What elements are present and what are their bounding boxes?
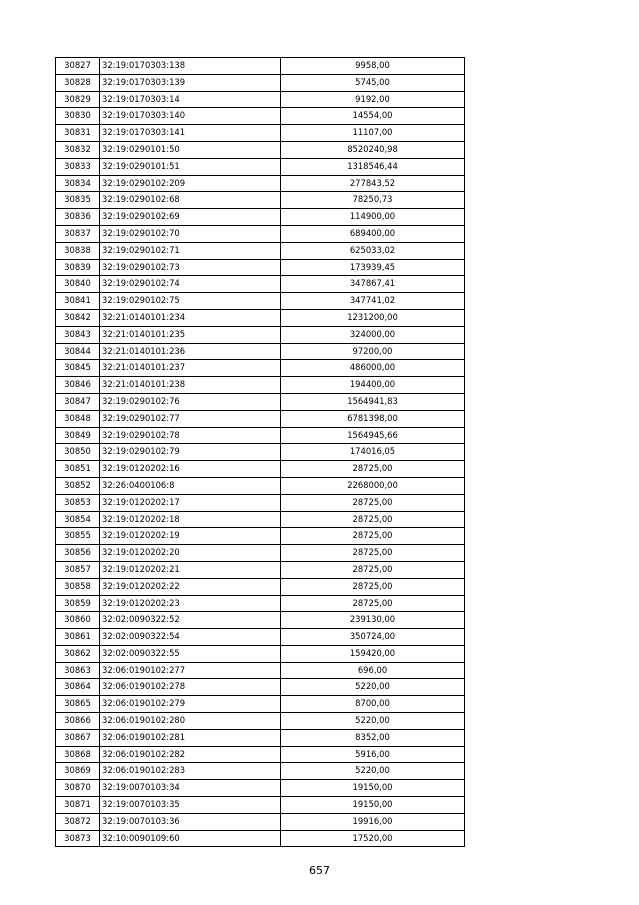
row-number-cell: 30866 bbox=[56, 713, 100, 730]
table-row bbox=[56, 545, 465, 562]
table-row bbox=[56, 729, 465, 746]
table-row bbox=[56, 141, 465, 158]
cadastral-number-cell: 32:21:0140101:237 bbox=[100, 360, 281, 377]
value-cell: 114900,00 bbox=[281, 209, 465, 226]
table-row bbox=[56, 427, 465, 444]
table-row bbox=[56, 444, 465, 461]
row-number-cell: 30865 bbox=[56, 696, 100, 713]
value-cell: 159420,00 bbox=[281, 645, 465, 662]
table-row bbox=[56, 309, 465, 326]
table-row bbox=[56, 797, 465, 814]
row-number-cell: 30835 bbox=[56, 192, 100, 209]
value-cell: 8520240,98 bbox=[281, 141, 465, 158]
cadastral-number-cell: 32:06:0190102:278 bbox=[100, 679, 281, 696]
row-number-cell: 30860 bbox=[56, 612, 100, 629]
cadastral-number-cell: 32:19:0120202:16 bbox=[100, 461, 281, 478]
cadastral-number-cell: 32:19:0120202:21 bbox=[100, 561, 281, 578]
cadastral-number-cell: 32:26:0400106:8 bbox=[100, 477, 281, 494]
value-cell: 28725,00 bbox=[281, 561, 465, 578]
row-number-cell: 30852 bbox=[56, 477, 100, 494]
value-cell: 194400,00 bbox=[281, 377, 465, 394]
row-number-cell: 30834 bbox=[56, 175, 100, 192]
cadastral-number-cell: 32:02:0090322:54 bbox=[100, 629, 281, 646]
cadastral-number-cell: 32:02:0090322:55 bbox=[100, 645, 281, 662]
cadastral-value-table bbox=[55, 57, 465, 847]
row-number-cell: 30859 bbox=[56, 595, 100, 612]
value-cell: 17520,00 bbox=[281, 830, 465, 847]
cadastral-number-cell: 32:19:0070103:36 bbox=[100, 813, 281, 830]
row-number-cell: 30830 bbox=[56, 108, 100, 125]
table-row bbox=[56, 158, 465, 175]
row-number-cell: 30842 bbox=[56, 309, 100, 326]
cadastral-number-cell: 32:19:0170303:141 bbox=[100, 125, 281, 142]
cadastral-number-cell: 32:10:0090109:60 bbox=[100, 830, 281, 847]
value-cell: 5745,00 bbox=[281, 74, 465, 91]
table-row bbox=[56, 662, 465, 679]
table-row bbox=[56, 276, 465, 293]
row-number-cell: 30869 bbox=[56, 763, 100, 780]
value-cell: 11107,00 bbox=[281, 125, 465, 142]
cadastral-number-cell: 32:19:0290102:71 bbox=[100, 242, 281, 259]
row-number-cell: 30857 bbox=[56, 561, 100, 578]
cadastral-number-cell: 32:19:0290102:75 bbox=[100, 293, 281, 310]
table-row bbox=[56, 74, 465, 91]
table-row bbox=[56, 393, 465, 410]
cadastral-number-cell: 32:19:0290102:68 bbox=[100, 192, 281, 209]
table-row bbox=[56, 410, 465, 427]
table-row bbox=[56, 242, 465, 259]
row-number-cell: 30856 bbox=[56, 545, 100, 562]
value-cell: 28725,00 bbox=[281, 528, 465, 545]
table-row bbox=[56, 713, 465, 730]
row-number-cell: 30844 bbox=[56, 343, 100, 360]
value-cell: 173939,45 bbox=[281, 259, 465, 276]
cadastral-number-cell: 32:19:0290102:79 bbox=[100, 444, 281, 461]
row-number-cell: 30850 bbox=[56, 444, 100, 461]
value-cell: 1564945,66 bbox=[281, 427, 465, 444]
row-number-cell: 30839 bbox=[56, 259, 100, 276]
table-row bbox=[56, 746, 465, 763]
cadastral-number-cell: 32:19:0290102:73 bbox=[100, 259, 281, 276]
cadastral-number-cell: 32:19:0290101:51 bbox=[100, 158, 281, 175]
cadastral-number-cell: 32:19:0170303:140 bbox=[100, 108, 281, 125]
table-row bbox=[56, 511, 465, 528]
cadastral-number-cell: 32:19:0290101:50 bbox=[100, 141, 281, 158]
value-cell: 486000,00 bbox=[281, 360, 465, 377]
page-number: 657 bbox=[309, 864, 330, 877]
row-number-cell: 30837 bbox=[56, 225, 100, 242]
value-cell: 696,00 bbox=[281, 662, 465, 679]
cadastral-number-cell: 32:19:0290102:76 bbox=[100, 393, 281, 410]
value-cell: 28725,00 bbox=[281, 595, 465, 612]
value-cell: 174016,05 bbox=[281, 444, 465, 461]
row-number-cell: 30861 bbox=[56, 629, 100, 646]
table-row bbox=[56, 813, 465, 830]
cadastral-number-cell: 32:06:0190102:282 bbox=[100, 746, 281, 763]
value-cell: 19150,00 bbox=[281, 797, 465, 814]
value-cell: 19916,00 bbox=[281, 813, 465, 830]
row-number-cell: 30846 bbox=[56, 377, 100, 394]
row-number-cell: 30845 bbox=[56, 360, 100, 377]
row-number-cell: 30858 bbox=[56, 578, 100, 595]
cadastral-number-cell: 32:19:0290102:74 bbox=[100, 276, 281, 293]
value-cell: 350724,00 bbox=[281, 629, 465, 646]
cadastral-number-cell: 32:06:0190102:277 bbox=[100, 662, 281, 679]
table-row bbox=[56, 645, 465, 662]
cadastral-number-cell: 32:21:0140101:236 bbox=[100, 343, 281, 360]
value-cell: 97200,00 bbox=[281, 343, 465, 360]
cadastral-number-cell: 32:19:0120202:20 bbox=[100, 545, 281, 562]
cadastral-number-cell: 32:06:0190102:283 bbox=[100, 763, 281, 780]
value-cell: 1231200,00 bbox=[281, 309, 465, 326]
table-row bbox=[56, 595, 465, 612]
value-cell: 5220,00 bbox=[281, 713, 465, 730]
table-row bbox=[56, 578, 465, 595]
row-number-cell: 30864 bbox=[56, 679, 100, 696]
cadastral-number-cell: 32:19:0170303:138 bbox=[100, 58, 281, 75]
row-number-cell: 30827 bbox=[56, 58, 100, 75]
cadastral-number-cell: 32:21:0140101:235 bbox=[100, 326, 281, 343]
row-number-cell: 30849 bbox=[56, 427, 100, 444]
row-number-cell: 30868 bbox=[56, 746, 100, 763]
row-number-cell: 30863 bbox=[56, 662, 100, 679]
value-cell: 19150,00 bbox=[281, 780, 465, 797]
cadastral-number-cell: 32:19:0290102:69 bbox=[100, 209, 281, 226]
row-number-cell: 30871 bbox=[56, 797, 100, 814]
table-row bbox=[56, 125, 465, 142]
value-cell: 28725,00 bbox=[281, 578, 465, 595]
table-row bbox=[56, 561, 465, 578]
table-row bbox=[56, 494, 465, 511]
cadastral-number-cell: 32:19:0170303:14 bbox=[100, 91, 281, 108]
value-cell: 347867,41 bbox=[281, 276, 465, 293]
value-cell: 9958,00 bbox=[281, 58, 465, 75]
row-number-cell: 30870 bbox=[56, 780, 100, 797]
value-cell: 78250,73 bbox=[281, 192, 465, 209]
table-row bbox=[56, 58, 465, 75]
row-number-cell: 30853 bbox=[56, 494, 100, 511]
value-cell: 28725,00 bbox=[281, 461, 465, 478]
value-cell: 6781398,00 bbox=[281, 410, 465, 427]
table-row bbox=[56, 360, 465, 377]
table-row bbox=[56, 192, 465, 209]
table-row bbox=[56, 461, 465, 478]
value-cell: 28725,00 bbox=[281, 511, 465, 528]
row-number-cell: 30862 bbox=[56, 645, 100, 662]
row-number-cell: 30867 bbox=[56, 729, 100, 746]
row-number-cell: 30851 bbox=[56, 461, 100, 478]
cadastral-number-cell: 32:19:0120202:19 bbox=[100, 528, 281, 545]
row-number-cell: 30840 bbox=[56, 276, 100, 293]
row-number-cell: 30833 bbox=[56, 158, 100, 175]
cadastral-number-cell: 32:19:0120202:18 bbox=[100, 511, 281, 528]
table-row bbox=[56, 377, 465, 394]
table-row bbox=[56, 108, 465, 125]
cadastral-number-cell: 32:19:0070103:35 bbox=[100, 797, 281, 814]
cadastral-number-cell: 32:06:0190102:281 bbox=[100, 729, 281, 746]
row-number-cell: 30854 bbox=[56, 511, 100, 528]
value-cell: 5220,00 bbox=[281, 763, 465, 780]
table-row bbox=[56, 780, 465, 797]
row-number-cell: 30828 bbox=[56, 74, 100, 91]
value-cell: 347741,02 bbox=[281, 293, 465, 310]
table-row bbox=[56, 629, 465, 646]
cadastral-number-cell: 32:19:0290102:77 bbox=[100, 410, 281, 427]
value-cell: 689400,00 bbox=[281, 225, 465, 242]
value-cell: 324000,00 bbox=[281, 326, 465, 343]
table-row bbox=[56, 679, 465, 696]
table-row bbox=[56, 528, 465, 545]
value-cell: 5916,00 bbox=[281, 746, 465, 763]
cadastral-number-cell: 32:02:0090322:52 bbox=[100, 612, 281, 629]
row-number-cell: 30873 bbox=[56, 830, 100, 847]
table-row bbox=[56, 477, 465, 494]
cadastral-number-cell: 32:21:0140101:234 bbox=[100, 309, 281, 326]
value-cell: 28725,00 bbox=[281, 545, 465, 562]
row-number-cell: 30855 bbox=[56, 528, 100, 545]
value-cell: 625033,02 bbox=[281, 242, 465, 259]
value-cell: 28725,00 bbox=[281, 494, 465, 511]
row-number-cell: 30848 bbox=[56, 410, 100, 427]
table-row bbox=[56, 259, 465, 276]
cadastral-number-cell: 32:06:0190102:279 bbox=[100, 696, 281, 713]
cadastral-number-cell: 32:19:0290102:209 bbox=[100, 175, 281, 192]
row-number-cell: 30829 bbox=[56, 91, 100, 108]
cadastral-number-cell: 32:19:0290102:78 bbox=[100, 427, 281, 444]
row-number-cell: 30872 bbox=[56, 813, 100, 830]
table-row bbox=[56, 175, 465, 192]
value-cell: 9192,00 bbox=[281, 91, 465, 108]
cadastral-number-cell: 32:19:0170303:139 bbox=[100, 74, 281, 91]
table-row bbox=[56, 696, 465, 713]
value-cell: 8352,00 bbox=[281, 729, 465, 746]
table-row bbox=[56, 343, 465, 360]
value-cell: 239130,00 bbox=[281, 612, 465, 629]
table-row bbox=[56, 225, 465, 242]
cadastral-number-cell: 32:19:0120202:22 bbox=[100, 578, 281, 595]
cadastral-number-cell: 32:21:0140101:238 bbox=[100, 377, 281, 394]
value-cell: 8700,00 bbox=[281, 696, 465, 713]
cadastral-number-cell: 32:19:0070103:34 bbox=[100, 780, 281, 797]
cadastral-number-cell: 32:19:0290102:70 bbox=[100, 225, 281, 242]
table-row bbox=[56, 91, 465, 108]
table-row bbox=[56, 763, 465, 780]
cadastral-number-cell: 32:19:0120202:17 bbox=[100, 494, 281, 511]
cadastral-number-cell: 32:06:0190102:280 bbox=[100, 713, 281, 730]
table-row bbox=[56, 830, 465, 847]
value-cell: 1564941,83 bbox=[281, 393, 465, 410]
row-number-cell: 30838 bbox=[56, 242, 100, 259]
table-row bbox=[56, 326, 465, 343]
table-body bbox=[56, 58, 465, 847]
row-number-cell: 30836 bbox=[56, 209, 100, 226]
table-row bbox=[56, 209, 465, 226]
value-cell: 2268000,00 bbox=[281, 477, 465, 494]
table-row bbox=[56, 293, 465, 310]
row-number-cell: 30843 bbox=[56, 326, 100, 343]
value-cell: 14554,00 bbox=[281, 108, 465, 125]
table-row bbox=[56, 612, 465, 629]
value-cell: 277843,52 bbox=[281, 175, 465, 192]
row-number-cell: 30841 bbox=[56, 293, 100, 310]
value-cell: 5220,00 bbox=[281, 679, 465, 696]
row-number-cell: 30831 bbox=[56, 125, 100, 142]
row-number-cell: 30832 bbox=[56, 141, 100, 158]
cadastral-number-cell: 32:19:0120202:23 bbox=[100, 595, 281, 612]
row-number-cell: 30847 bbox=[56, 393, 100, 410]
value-cell: 1318546,44 bbox=[281, 158, 465, 175]
